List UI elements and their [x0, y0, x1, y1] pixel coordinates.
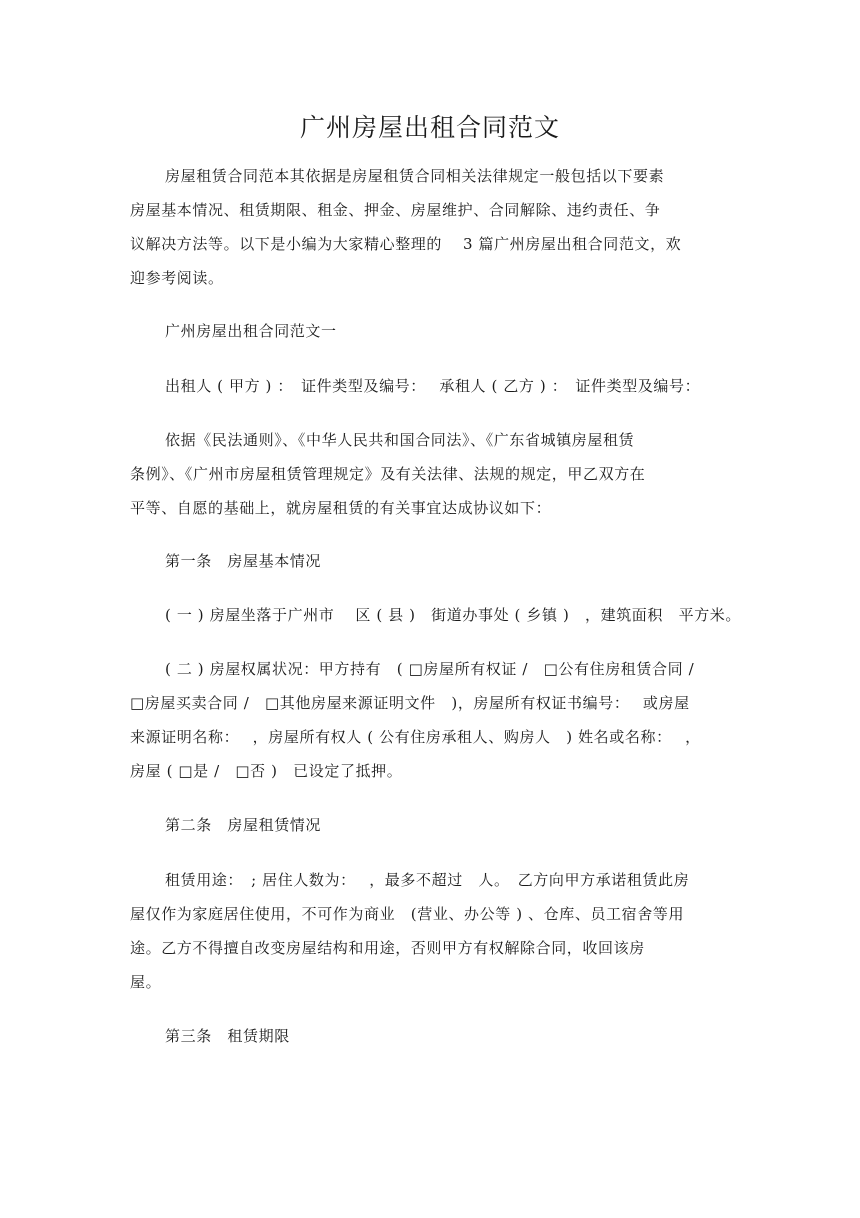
article-2-line-3: 途。乙方不得擅自改变房屋结构和用途，否则甲方有权解除合同，收回该房: [130, 939, 645, 957]
document-title: 广州房屋出租合同范文: [299, 113, 560, 142]
basis-line-1: 依据《民法通则》、《中华人民共和国合同法》、《广东省城镇房屋租赁: [165, 431, 635, 449]
article-2-line-1: 租赁用途： ; 居住人数为： ，最多不超过 人。 乙方向甲方承诺租赁此房: [165, 871, 690, 889]
intro-line-4: 迎参考阅读。: [130, 269, 224, 287]
article-1-item-1: ( 一 ) 房屋坐落于广州市 区 ( 县 ) 街道办事处 ( 乡镇 ) ，建筑面积 平方米。: [165, 606, 741, 624]
parties-line: 出租人 ( 甲方 ) ： 证件类型及编号： 承租人 ( 乙方 ) ： 证件类型及编号：: [165, 377, 701, 395]
article-1-item-2-line-3: 来源证明名称： ，房屋所有权人 ( 公有住房承租人、购房人 ) 姓名或名称： ，: [130, 728, 701, 746]
article-2-line-4: 屋。: [130, 973, 162, 991]
article-1-item-2-line-1: ( 二 ) 房屋权属状况：甲方持有 ( □房屋所有权证 / □公有住房租赁合同 /: [165, 660, 695, 678]
section-heading-1: 广州房屋出租合同范文一: [165, 322, 337, 340]
article-1-item-2-line-4: 房屋 ( □是 / □否 ) 已设定了抵押。: [130, 762, 403, 780]
intro-line-1: 房屋租赁合同范本其依据是房屋租赁合同相关法律规定一般包括以下要素: [165, 167, 665, 185]
intro-line-3: 议解决方法等。以下是小编为大家精心整理的 3 篇广州房屋出租合同范文，欢: [130, 235, 682, 253]
article-2-heading: 第二条 房屋租赁情况: [165, 816, 322, 834]
article-3-heading: 第三条 租赁期限: [165, 1027, 290, 1045]
basis-line-3: 平等、自愿的基础上，就房屋租赁的有关事宜达成协议如下：: [130, 499, 552, 517]
article-1-heading: 第一条 房屋基本情况: [165, 552, 322, 570]
basis-line-2: 条例》、《广州市房屋租赁管理规定》及有关法律、法规的规定，甲乙双方在: [130, 465, 646, 483]
article-2-line-2: 屋仅作为家庭居住使用，不可作为商业 (营业、办公等 ) 、仓库、员工宿舍等用: [130, 905, 685, 923]
article-1-item-2-line-2: □房屋买卖合同 / □其他房屋来源证明文件 )，房屋所有权证书编号： 或房屋: [130, 694, 690, 712]
intro-line-2: 房屋基本情况、租赁期限、租金、押金、房屋维护、合同解除、违约责任、争: [130, 201, 661, 219]
